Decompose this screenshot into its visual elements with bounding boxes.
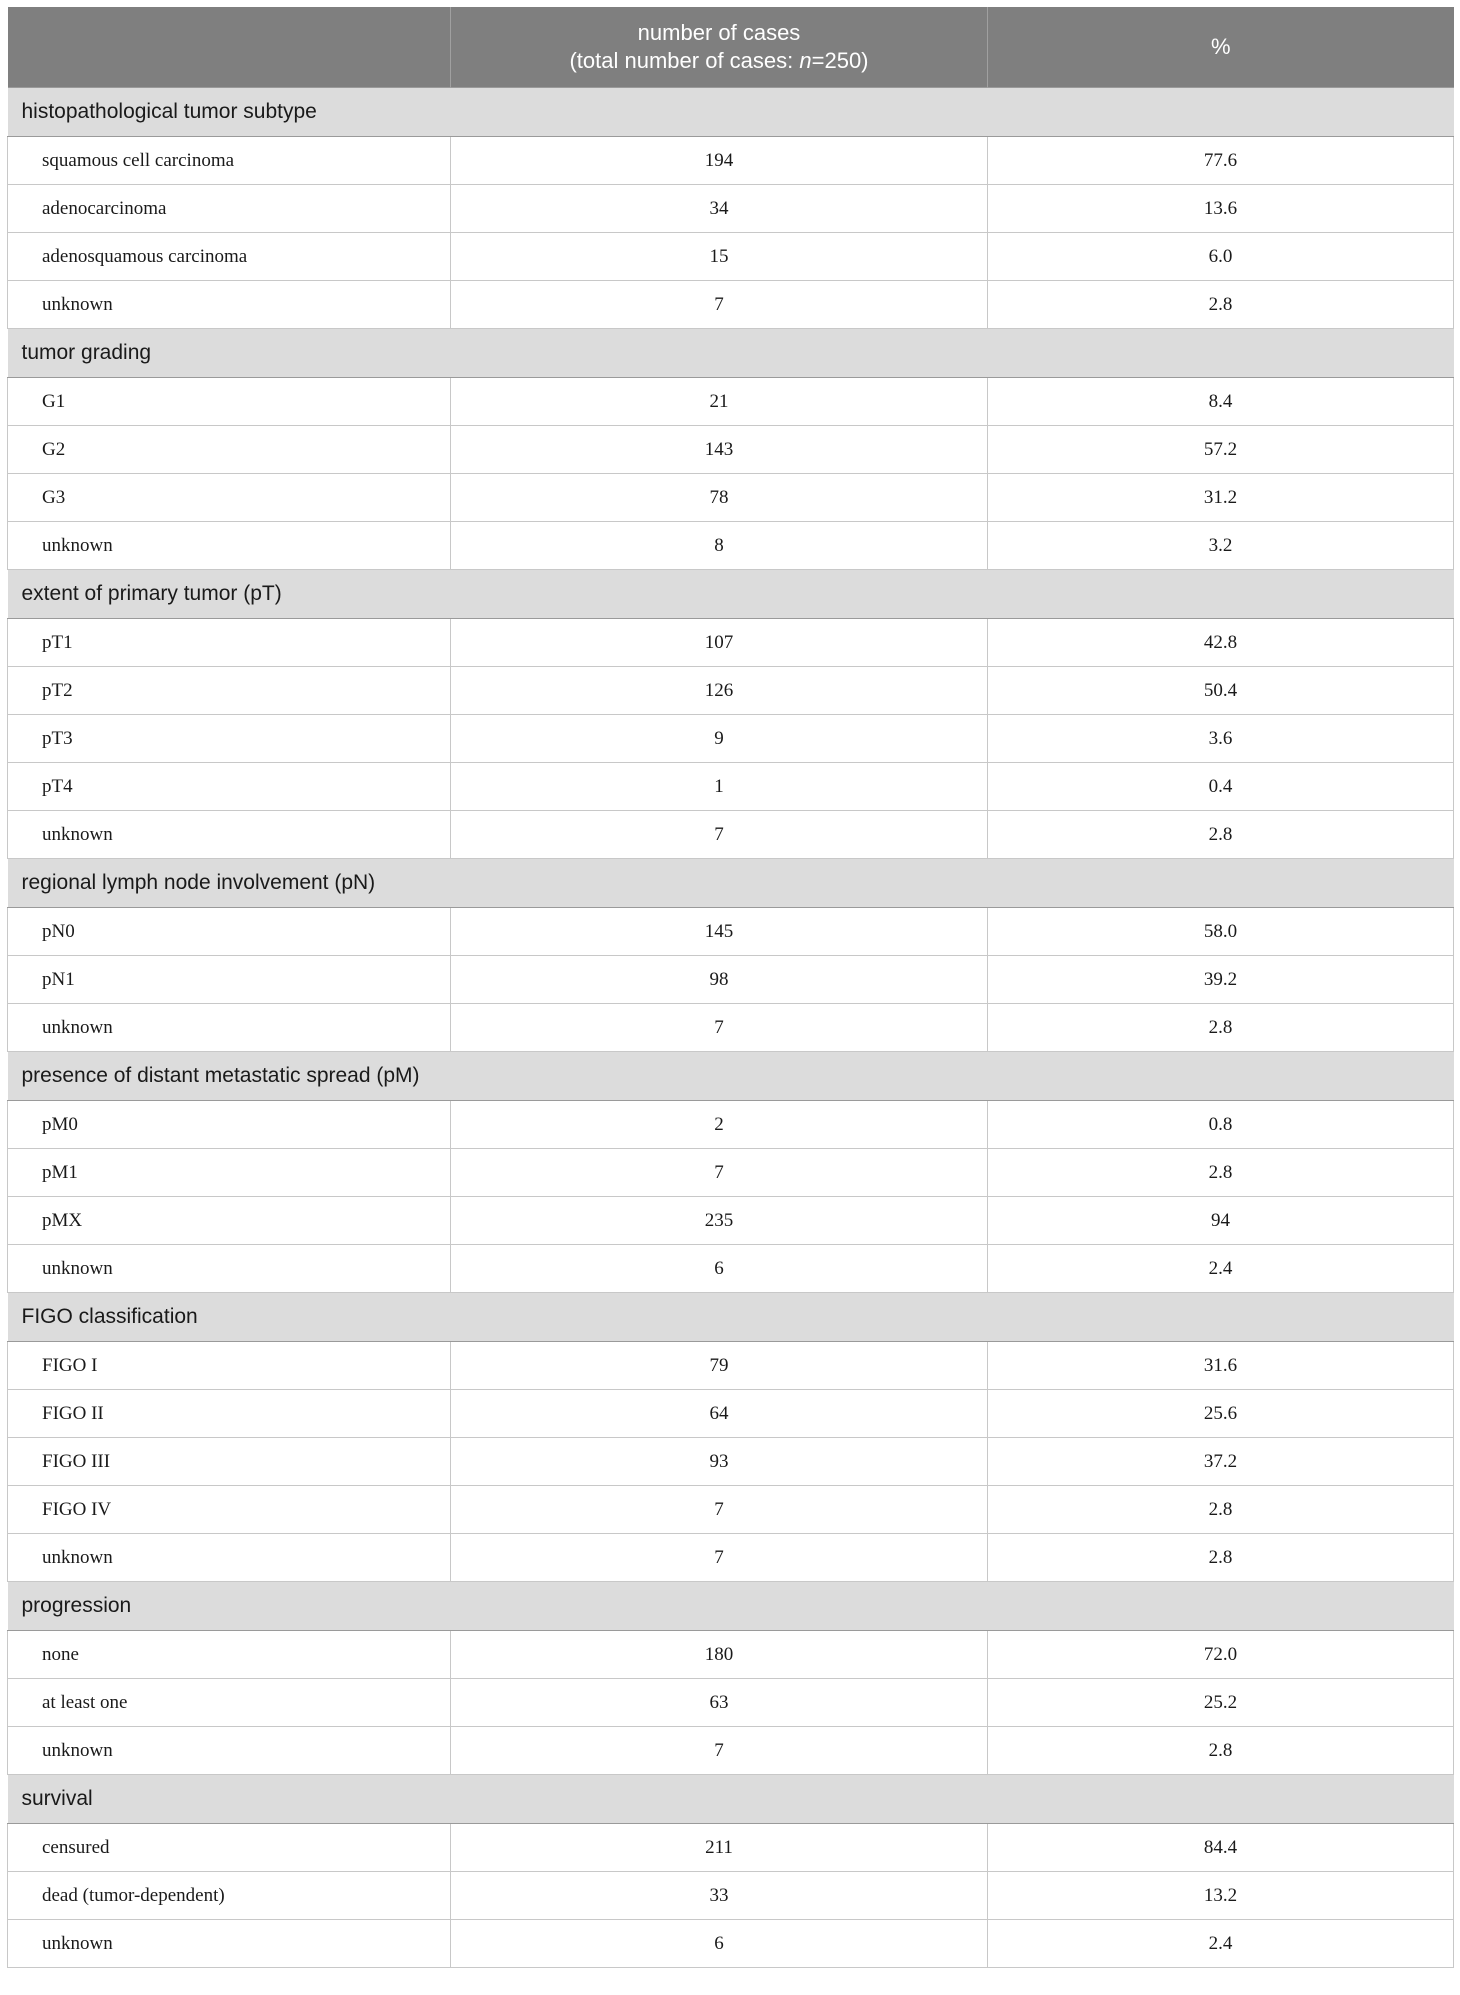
row-count: 7	[451, 1486, 988, 1534]
table-row	[8, 1727, 1454, 1775]
row-percent: 25.2	[988, 1679, 1454, 1727]
row-percent: 2.4	[988, 1920, 1454, 1968]
section-header-row	[8, 859, 1454, 908]
row-count: 7	[451, 1534, 988, 1582]
row-percent: 2.8	[988, 1727, 1454, 1775]
row-label: G1	[8, 378, 451, 426]
row-count: 21	[451, 378, 988, 426]
row-count: 7	[451, 1149, 988, 1197]
row-count: 194	[451, 137, 988, 185]
row-percent: 2.8	[988, 1486, 1454, 1534]
row-count: 33	[451, 1872, 988, 1920]
row-label: pM0	[8, 1101, 451, 1149]
row-count: 1	[451, 763, 988, 811]
section-title: tumor grading	[8, 329, 1454, 378]
row-count: 15	[451, 233, 988, 281]
row-percent: 39.2	[988, 956, 1454, 1004]
row-count: 78	[451, 474, 988, 522]
row-count: 126	[451, 667, 988, 715]
row-percent: 25.6	[988, 1390, 1454, 1438]
section-title: regional lymph node involvement (pN)	[8, 859, 1454, 908]
row-percent: 13.6	[988, 185, 1454, 233]
table-row	[8, 619, 1454, 667]
header-label-column	[8, 7, 451, 88]
row-count: 93	[451, 1438, 988, 1486]
header-count-line2-pre: (total number of cases:	[569, 48, 800, 73]
table-row	[8, 1631, 1454, 1679]
table-row	[8, 1101, 1454, 1149]
table-row	[8, 1149, 1454, 1197]
header-count-line2	[451, 47, 987, 75]
row-percent: 3.2	[988, 522, 1454, 570]
table-row	[8, 1004, 1454, 1052]
row-label: none	[8, 1631, 451, 1679]
header-count-column	[451, 7, 988, 88]
row-label: unknown	[8, 1245, 451, 1293]
row-label: G2	[8, 426, 451, 474]
row-label: pN1	[8, 956, 451, 1004]
row-count: 64	[451, 1390, 988, 1438]
table-row	[8, 1872, 1454, 1920]
row-label: squamous cell carcinoma	[8, 137, 451, 185]
table-row	[8, 474, 1454, 522]
row-percent: 2.4	[988, 1245, 1454, 1293]
row-percent: 58.0	[988, 908, 1454, 956]
row-label: pT3	[8, 715, 451, 763]
section-header-row	[8, 1775, 1454, 1824]
section-title: FIGO classification	[8, 1293, 1454, 1342]
table-row	[8, 1390, 1454, 1438]
table-row	[8, 908, 1454, 956]
row-percent: 3.6	[988, 715, 1454, 763]
row-label: pN0	[8, 908, 451, 956]
row-count: 79	[451, 1342, 988, 1390]
section-title: progression	[8, 1582, 1454, 1631]
row-percent: 2.8	[988, 1149, 1454, 1197]
section-title: survival	[8, 1775, 1454, 1824]
row-count: 7	[451, 1727, 988, 1775]
row-label: G3	[8, 474, 451, 522]
row-count: 9	[451, 715, 988, 763]
header-count-line2-post: =250)	[811, 48, 869, 73]
row-label: at least one	[8, 1679, 451, 1727]
table-row	[8, 1245, 1454, 1293]
section-header-row	[8, 1052, 1454, 1101]
row-label: adenocarcinoma	[8, 185, 451, 233]
table-row	[8, 378, 1454, 426]
table-row	[8, 1342, 1454, 1390]
row-percent: 37.2	[988, 1438, 1454, 1486]
table-row	[8, 1534, 1454, 1582]
row-count: 211	[451, 1824, 988, 1872]
row-percent: 2.8	[988, 1534, 1454, 1582]
row-percent: 2.8	[988, 811, 1454, 859]
table-row	[8, 137, 1454, 185]
section-title: presence of distant metastatic spread (pM)	[8, 1052, 1454, 1101]
table-row	[8, 1197, 1454, 1245]
data-table-container	[7, 7, 1453, 1968]
row-label: unknown	[8, 811, 451, 859]
row-label: FIGO IV	[8, 1486, 451, 1534]
header-count-line1: number of cases	[637, 20, 801, 45]
section-header-row	[8, 570, 1454, 619]
row-percent: 2.8	[988, 281, 1454, 329]
table-row	[8, 281, 1454, 329]
row-count: 34	[451, 185, 988, 233]
row-label: unknown	[8, 281, 451, 329]
table-row	[8, 1438, 1454, 1486]
row-label: dead (tumor-dependent)	[8, 1872, 451, 1920]
row-percent: 77.6	[988, 137, 1454, 185]
row-label: FIGO I	[8, 1342, 451, 1390]
section-title: histopathological tumor subtype	[8, 88, 1454, 137]
row-count: 7	[451, 1004, 988, 1052]
row-count: 107	[451, 619, 988, 667]
table-row	[8, 715, 1454, 763]
row-label: unknown	[8, 522, 451, 570]
table-row	[8, 1824, 1454, 1872]
row-label: pT4	[8, 763, 451, 811]
row-percent: 0.4	[988, 763, 1454, 811]
table-header	[8, 7, 1454, 88]
row-percent: 8.4	[988, 378, 1454, 426]
row-count: 8	[451, 522, 988, 570]
case-characteristics-table	[7, 7, 1454, 1968]
row-count: 6	[451, 1920, 988, 1968]
table-row	[8, 811, 1454, 859]
row-percent: 84.4	[988, 1824, 1454, 1872]
row-label: censured	[8, 1824, 451, 1872]
row-label: pT2	[8, 667, 451, 715]
row-percent: 57.2	[988, 426, 1454, 474]
row-label: pMX	[8, 1197, 451, 1245]
table-row	[8, 426, 1454, 474]
row-count: 7	[451, 281, 988, 329]
row-label: FIGO II	[8, 1390, 451, 1438]
row-label: unknown	[8, 1004, 451, 1052]
header-count-n: n	[799, 48, 812, 73]
row-percent: 72.0	[988, 1631, 1454, 1679]
row-count: 7	[451, 811, 988, 859]
row-label: FIGO III	[8, 1438, 451, 1486]
row-percent: 31.2	[988, 474, 1454, 522]
table-body	[8, 88, 1454, 1968]
section-header-row	[8, 329, 1454, 378]
table-row	[8, 667, 1454, 715]
row-count: 2	[451, 1101, 988, 1149]
row-percent: 94	[988, 1197, 1454, 1245]
section-header-row	[8, 1582, 1454, 1631]
row-percent: 2.8	[988, 1004, 1454, 1052]
row-label: unknown	[8, 1727, 451, 1775]
table-row	[8, 1920, 1454, 1968]
row-label: pM1	[8, 1149, 451, 1197]
table-row	[8, 522, 1454, 570]
row-count: 145	[451, 908, 988, 956]
row-percent: 42.8	[988, 619, 1454, 667]
table-row	[8, 1679, 1454, 1727]
table-row	[8, 1486, 1454, 1534]
header-row	[8, 7, 1454, 88]
row-label: unknown	[8, 1534, 451, 1582]
table-row	[8, 185, 1454, 233]
row-count: 180	[451, 1631, 988, 1679]
row-percent: 6.0	[988, 233, 1454, 281]
row-percent: 50.4	[988, 667, 1454, 715]
table-row	[8, 233, 1454, 281]
row-label: pT1	[8, 619, 451, 667]
row-percent: 31.6	[988, 1342, 1454, 1390]
row-percent: 0.8	[988, 1101, 1454, 1149]
row-count: 6	[451, 1245, 988, 1293]
table-row	[8, 763, 1454, 811]
header-percent-column: %	[988, 7, 1454, 88]
section-header-row	[8, 88, 1454, 137]
row-count: 63	[451, 1679, 988, 1727]
section-header-row	[8, 1293, 1454, 1342]
table-row	[8, 956, 1454, 1004]
row-count: 235	[451, 1197, 988, 1245]
section-title: extent of primary tumor (pT)	[8, 570, 1454, 619]
row-label: unknown	[8, 1920, 451, 1968]
row-count: 98	[451, 956, 988, 1004]
row-label: adenosquamous carcinoma	[8, 233, 451, 281]
row-percent: 13.2	[988, 1872, 1454, 1920]
row-count: 143	[451, 426, 988, 474]
